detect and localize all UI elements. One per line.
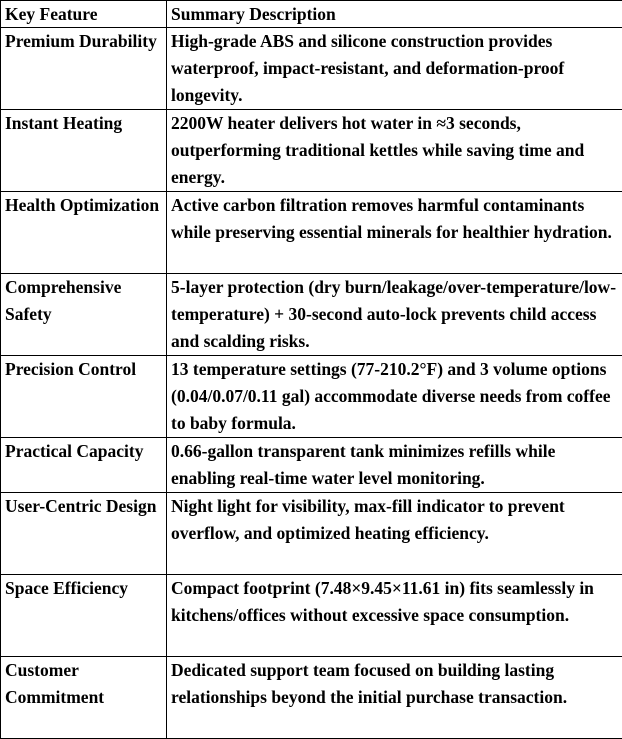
table-row: [1, 110, 622, 192]
table-row: [1, 28, 622, 110]
description-cell: Compact footprint (7.48×9.45×11.61 in) fits seamlessly in kitchens/offices without excessive space consumption.: [167, 575, 622, 657]
description-cell: High-grade ABS and silicone construction provides waterproof, impact-resistant, and deformation-proof longevity.: [167, 28, 622, 110]
description-cell: Active carbon filtration removes harmful contaminants while preserving essential minerals for healthier hydration.: [167, 192, 622, 274]
table-header-row: [1, 1, 622, 28]
feature-cell: Comprehensive Safety: [1, 274, 167, 356]
header-key-feature: Key Feature: [1, 1, 167, 28]
table-row: [1, 493, 622, 575]
description-cell: Night light for visibility, max-fill indicator to prevent overflow, and optimized heating efficiency.: [167, 493, 622, 575]
feature-cell: Instant Heating: [1, 110, 167, 192]
feature-cell: Precision Control: [1, 356, 167, 438]
table-row: [1, 356, 622, 438]
feature-cell: Space Efficiency: [1, 575, 167, 657]
description-cell: 5-layer protection (dry burn/leakage/over-temperature/low-temperature) + 30-second auto-lock prevents child access and scalding risks.: [167, 274, 622, 356]
header-summary-description: Summary Description: [167, 1, 622, 28]
description-cell: 0.66-gallon transparent tank minimizes refills while enabling real-time water level monitoring.: [167, 438, 622, 493]
table-row: [1, 438, 622, 493]
feature-cell: Premium Durability: [1, 28, 167, 110]
feature-cell: Customer Commitment: [1, 657, 167, 739]
description-cell: 13 temperature settings (77-210.2°F) and 3 volume options (0.04/0.07/0.11 gal) accommodate diverse needs from coffee to baby formula.: [167, 356, 622, 438]
feature-cell: Practical Capacity: [1, 438, 167, 493]
table-row: [1, 274, 622, 356]
table-row: [1, 657, 622, 739]
description-cell: Dedicated support team focused on building lasting relationships beyond the initial purchase transaction.: [167, 657, 622, 739]
table-row: [1, 192, 622, 274]
feature-cell: Health Optimization: [1, 192, 167, 274]
feature-cell: User-Centric Design: [1, 493, 167, 575]
description-cell: 2200W heater delivers hot water in ≈3 seconds, outperforming traditional kettles while saving time and energy.: [167, 110, 622, 192]
table-row: [1, 575, 622, 657]
